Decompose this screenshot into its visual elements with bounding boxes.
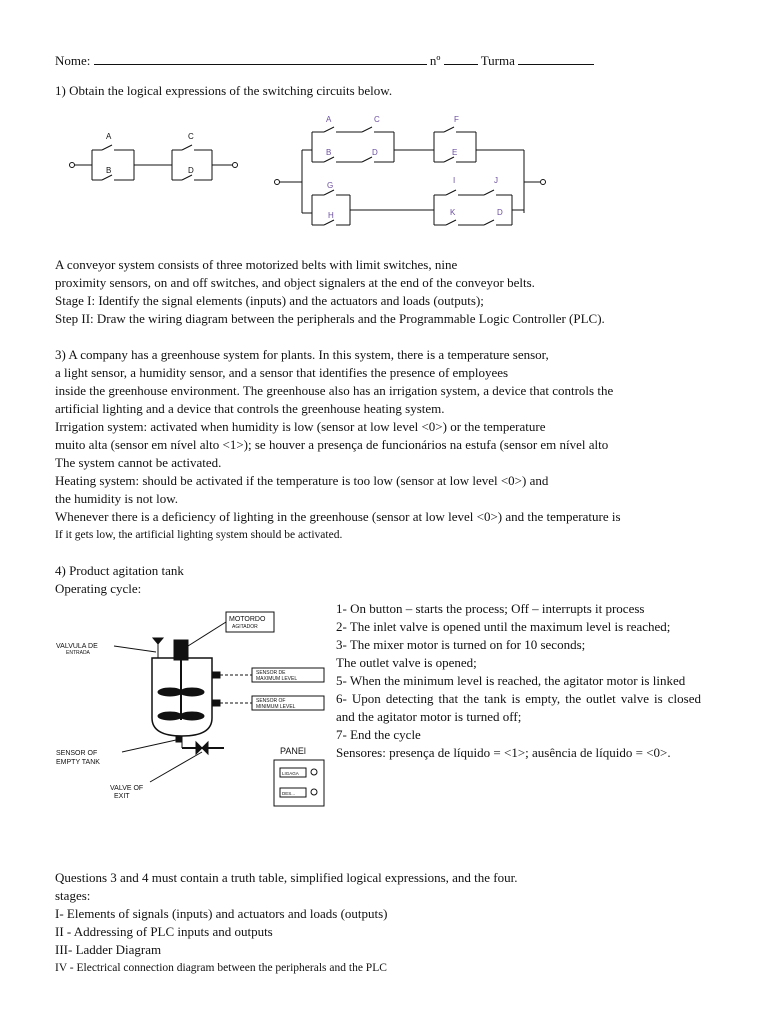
q2-line-3: Stage I: Identify the signal elements (inputs) and the actuators and loads (outputs); — [55, 293, 484, 308]
step-1: 1- On button – starts the process; Off – interrupts it process — [336, 601, 645, 616]
q3-line-3: inside the greenhouse environment. The greenhouse also has an irrigation system, a device that controls the — [55, 383, 614, 398]
q3-line-1: 3) A company has a greenhouse system for plants. In this system, there is a temperature sensor, — [55, 347, 549, 362]
q2-line-2: proximity sensors, on and off switches, and object signalers at the end of the conveyor belts. — [55, 275, 535, 290]
number-blank[interactable] — [444, 52, 478, 65]
c1-label-c: C — [188, 132, 194, 141]
footer-line-5: III- Ladder Diagram — [55, 942, 162, 957]
max-sensor-sublabel: MAXIMUM LEVEL — [256, 676, 298, 682]
min-sensor-label: SENSOR OF — [256, 698, 286, 704]
inlet-valve-label: VALVULA DE — [56, 643, 98, 650]
name-label: Nome: — [55, 53, 91, 68]
c2-label-c: C — [374, 115, 380, 124]
step-2: 2- The inlet valve is opened until the maximum level is reached; — [336, 619, 671, 634]
name-line — [55, 52, 594, 70]
panel-button-off: DES... — [282, 791, 296, 796]
step-3: 3- The mixer motor is turned on for 10 seconds; — [336, 637, 586, 652]
q4-subtitle: Operating cycle: — [55, 581, 142, 596]
empty-sensor-label: SENSOR OF — [56, 750, 98, 757]
c2-label-h: H — [328, 211, 334, 220]
min-sensor-sublabel: MINIMUM LEVEL — [256, 704, 296, 710]
q4-title: 4) Product agitation tank — [55, 563, 184, 578]
c2-label-f: F — [454, 115, 459, 124]
q3-line-2: a light sensor, a humidity sensor, and a sensor that identifies the presence of employees — [55, 365, 509, 380]
q3-line-11: If it gets low, the artificial lighting system should be activated. — [55, 529, 343, 541]
q2-line-4: Step II: Draw the wiring diagram between the peripherals and the Programmable Logic Controller (PLC). — [55, 311, 605, 326]
c2-label-d: D — [372, 148, 378, 157]
c2-label-a: A — [326, 115, 332, 124]
circuit-diagram-1 — [60, 125, 260, 195]
outlet-valve-label: VALVE OF — [110, 785, 144, 792]
panel-label: PANEl — [280, 746, 306, 756]
footer-line-3: I- Elements of signals (inputs) and actuators and loads (outputs) — [55, 906, 388, 921]
name-blank[interactable] — [94, 52, 427, 65]
panel-button-on: LIGAGA — [282, 771, 299, 776]
max-sensor-label: SENSOR DE — [256, 670, 286, 676]
c2-label-d2: D — [497, 208, 503, 217]
q3-line-10: Whenever there is a deficiency of lighting in the greenhouse (sensor at low level <0>) and the temperature is — [55, 509, 621, 524]
step-7: 7- End the cycle — [336, 727, 421, 742]
footer-line-6: IV - Electrical connection diagram between the peripherals and the PLC — [55, 962, 387, 974]
q3-line-4: artificial lighting and a device that controls the greenhouse heating system. — [55, 401, 445, 416]
turma-blank[interactable] — [518, 52, 594, 65]
operating-steps — [336, 600, 701, 762]
q3-line-9: the humidity is not low. — [55, 491, 179, 506]
c2-label-b: B — [326, 148, 332, 157]
c1-label-b: B — [106, 166, 112, 175]
c2-label-e: E — [452, 148, 458, 157]
number-label: nº — [429, 53, 441, 68]
sensor-note: Sensores: presença de líquido = <1>; ausência de líquido = <0>. — [336, 745, 671, 760]
motor-label: MOTORDO — [229, 616, 266, 623]
turma-label: Turma — [480, 53, 515, 68]
c2-label-j: J — [494, 176, 498, 185]
q1-title: 1) Obtain the logical expressions of the switching circuits below. — [55, 83, 393, 98]
c1-label-a: A — [106, 132, 112, 141]
q3-line-7: The system cannot be activated. — [55, 455, 222, 470]
c2-label-i: I — [453, 176, 456, 185]
step-6: 6- Upon detecting that the tank is empty, the outlet valve is closed and the agitator motor is turned off; — [336, 691, 701, 724]
c1-label-d: D — [188, 166, 194, 175]
step-5: 5- When the minimum level is reached, the agitator motor is linked — [336, 673, 686, 688]
c2-label-g: G — [327, 181, 334, 190]
inlet-valve-sublabel: ENTRADA — [66, 650, 90, 656]
step-4: The outlet valve is opened; — [336, 655, 477, 670]
q2-line-1: A conveyor system consists of three motorized belts with limit switches, nine — [55, 257, 458, 272]
footer-line-4: II - Addressing of PLC inputs and outputs — [55, 924, 273, 939]
footer-line-2: stages: — [55, 888, 91, 903]
empty-sensor-sublabel: EMPTY TANK — [56, 759, 100, 766]
tank-diagram — [52, 608, 332, 818]
motor-sublabel: AGITADOR — [232, 624, 258, 630]
q3-line-8: Heating system: should be activated if the temperature is too low (sensor at low level <0>) and — [55, 473, 549, 488]
c2-label-k: K — [450, 208, 456, 217]
circuit-diagram-2 — [272, 110, 562, 235]
q3-line-5: Irrigation system: activated when humidity is low (sensor at low level <0>) or the temperature — [55, 419, 546, 434]
footer-line-1: Questions 3 and 4 must contain a truth table, simplified logical expressions, and the four. — [55, 870, 518, 885]
outlet-valve-sublabel: EXIT — [114, 793, 130, 800]
q3-line-6: muito alta (sensor em nível alto <1>); se houver a presença de funcionários na estufa (sensor em nível alto — [55, 437, 609, 452]
